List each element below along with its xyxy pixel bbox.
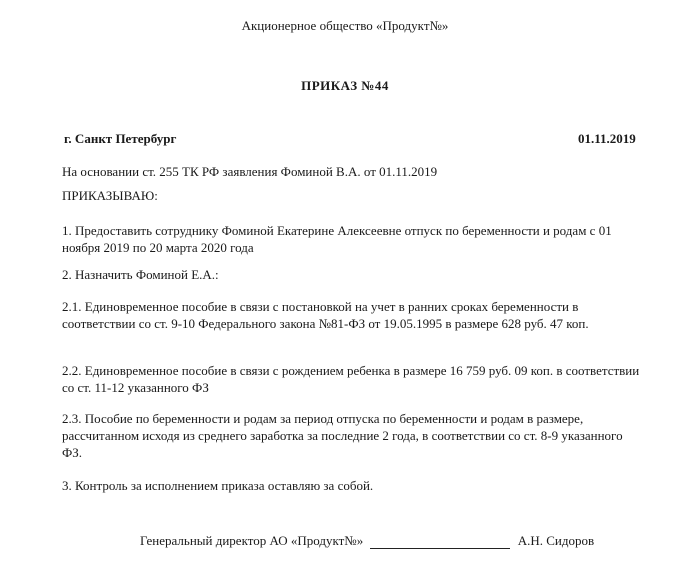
signature-block (140, 532, 640, 549)
order-item-2-3: 2.3. Пособие по беременности и родам за период отпуска по беременности и родам в размере, рассчитанном исходя из среднего заработка за последние 2 года, в соответствии со ст. 8-9 указанного ФЗ. (62, 411, 623, 460)
signature-line (370, 535, 510, 549)
order-basis: На основании ст. 255 ТК РФ заявления Фоминой В.А. от 01.11.2019 (62, 164, 438, 179)
signatory-position: Генеральный директор АО «Продукт№» (140, 533, 364, 548)
document-title: ПРИКАЗ №44 (301, 78, 389, 93)
order-item-1: 1. Предоставить сотруднику Фоминой Екатерине Алексеевне отпуск по беременности и родам с 01 ноября 2019 по 20 марта 2020 года (62, 223, 612, 255)
signatory-name: А.Н. Сидоров (517, 533, 595, 548)
order-item-2-1: 2.1. Единовременное пособие в связи с постановкой на учет в ранних сроках беременности в соответствии со ст. 9-10 Федерального закона №81-ФЗ от 19.05.1995 в размере 628 руб. 47 коп. (62, 299, 589, 331)
city: г. Санкт Петербург (64, 131, 177, 146)
document-date: 01.11.2019 (578, 131, 636, 146)
order-item-2-2: 2.2. Единовременное пособие в связи с рождением ребенка в размере 16 759 руб. 09 коп. в соответствии со ст. 11-12 указанного ФЗ (62, 363, 640, 395)
order-item-3: 3. Контроль за исполнением приказа оставляю за собой. (62, 478, 374, 493)
order-item-2: 2. Назначить Фоминой Е.А.: (62, 267, 219, 282)
organization-name: Акционерное общество «Продукт№» (241, 18, 449, 33)
order-word: ПРИКАЗЫВАЮ: (62, 188, 158, 203)
